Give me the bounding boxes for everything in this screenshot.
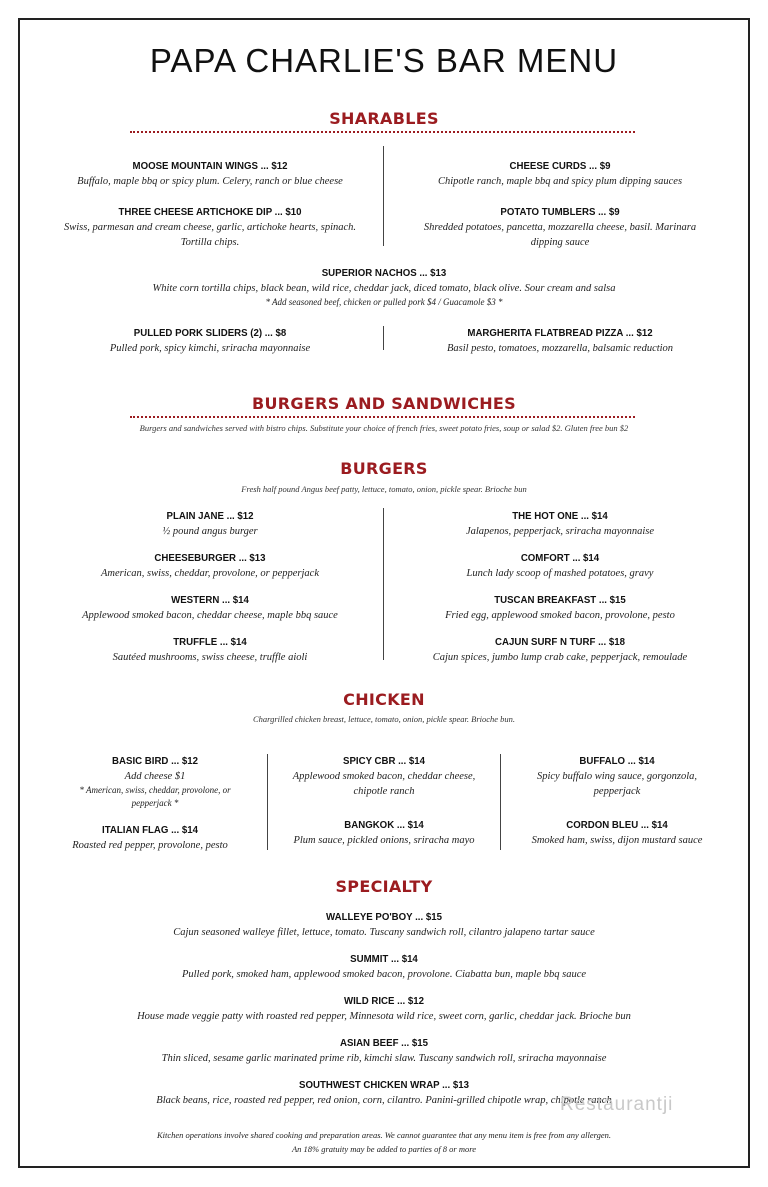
item-description: Cajun spices, jumbo lump crab cake, pepperjack, remoulade bbox=[432, 652, 688, 663]
section-note: Burgers and sandwiches served with bistro chips. Substitute your choice of french fries, sweet potato fries, soup or salad $2. Gluten free bun $2 bbox=[139, 423, 629, 433]
item-description: Spicy buffalo wing sauce, gorgonzola, pepperjack bbox=[536, 771, 698, 797]
menu-item bbox=[50, 593, 370, 623]
item-name: THREE CHEESE ARTICHOKE DIP ... $10 bbox=[118, 206, 302, 218]
item-name: ASIAN BEEF ... $15 bbox=[339, 1037, 429, 1049]
item-description: Roasted red pepper, provolone, pesto bbox=[72, 840, 228, 851]
dotted-divider bbox=[130, 131, 635, 133]
item-addon-note: * American, swiss, cheddar, provolone, or pepperjack * bbox=[79, 785, 231, 808]
item-description: House made veggie patty with roasted red pepper, Minnesota wild rice, sweet corn, garlic, cheddar jack. Brioche bun bbox=[137, 1011, 631, 1022]
menu-item bbox=[400, 509, 720, 539]
menu-item bbox=[50, 509, 370, 539]
column-divider bbox=[500, 754, 501, 850]
menu-item bbox=[50, 635, 370, 665]
item-description: American, swiss, cheddar, provolone, or pepperjack bbox=[100, 568, 320, 579]
menu-item bbox=[55, 754, 255, 810]
menu-title: PAPA CHARLIE'S BAR MENU bbox=[149, 42, 619, 79]
menu-item bbox=[45, 823, 255, 853]
item-name: SUPERIOR NACHOS ... $13 bbox=[321, 267, 447, 279]
item-name: MOOSE MOUNTAIN WINGS ... $12 bbox=[132, 160, 288, 172]
item-name: SUMMIT ... $14 bbox=[350, 953, 418, 965]
watermark-logo: Restaurantji bbox=[560, 1094, 674, 1115]
gratuity-note: An 18% gratuity may be added to parties of 8 or more bbox=[291, 1144, 477, 1154]
item-name: WALLEYE PO'BOY ... $15 bbox=[326, 911, 442, 923]
item-description: Cajun seasoned walleye fillet, lettuce, tomato. Tuscany sandwich roll, cilantro jalapeno tartar sauce bbox=[173, 927, 595, 938]
column-divider bbox=[383, 146, 384, 246]
menu-item bbox=[512, 818, 722, 848]
section-heading-chicken: CHICKEN bbox=[343, 690, 425, 709]
item-description: Thin sliced, sesame garlic marinated prime rib, kimchi slaw. Tuscany sandwich roll, sriracha mayonnaise bbox=[161, 1053, 607, 1064]
item-name: TUSCAN BREAKFAST ... $15 bbox=[494, 594, 626, 606]
item-name: BUFFALO ... $14 bbox=[579, 755, 655, 767]
item-name: ITALIAN FLAG ... $14 bbox=[102, 824, 198, 836]
section-heading-burgers-and-sandwiches: BURGERS AND SANDWICHES bbox=[252, 394, 516, 413]
menu-item bbox=[400, 159, 720, 189]
item-description: Black beans, rice, roasted red pepper, red onion, corn, cilantro. Panini-grilled chipotle wrap, chipotle ranch bbox=[156, 1095, 612, 1106]
menu-item bbox=[400, 551, 720, 581]
item-name: PLAIN JANE ... $12 bbox=[166, 510, 254, 522]
item-description: White corn tortilla chips, black bean, wild rice, cheddar jack, diced tomato, black olive. Sour cream and salsa bbox=[152, 283, 616, 294]
menu-item bbox=[64, 994, 704, 1024]
item-name: CAJUN SURF N TURF ... $18 bbox=[495, 636, 625, 648]
menu-item bbox=[278, 754, 490, 799]
menu-item bbox=[84, 1036, 684, 1066]
item-description: Buffalo, maple bbq or spicy plum. Celery, ranch or blue cheese bbox=[77, 176, 343, 187]
column-divider bbox=[267, 754, 268, 850]
item-description: Add cheese $1 bbox=[124, 771, 186, 782]
item-name: SOUTHWEST CHICKEN WRAP ... $13 bbox=[299, 1079, 469, 1091]
menu-item bbox=[50, 159, 370, 189]
column-divider bbox=[383, 508, 384, 660]
section-note: Chargrilled chicken breast, lettuce, tomato, onion, pickle spear. Brioche bun. bbox=[252, 714, 516, 724]
dotted-divider bbox=[130, 416, 635, 418]
menu-item bbox=[84, 952, 684, 982]
item-name: THE HOT ONE ... $14 bbox=[512, 510, 608, 522]
menu-item bbox=[400, 593, 720, 623]
item-description: Pulled pork, spicy kimchi, sriracha mayonnaise bbox=[109, 343, 311, 354]
item-description: Pulled pork, smoked ham, applewood smoked bacon, provolone. Ciabatta bun, maple bbq sauce bbox=[181, 969, 587, 980]
menu-item bbox=[400, 326, 720, 356]
item-description: Jalapenos, pepperjack, sriracha mayonnaise bbox=[465, 526, 655, 537]
item-description: Swiss, parmesan and cream cheese, garlic, artichoke hearts, spinach. Tortilla chips. bbox=[63, 222, 357, 248]
item-description: ½ pound angus burger bbox=[162, 526, 258, 537]
section-heading-specialty: SPECIALTY bbox=[335, 877, 433, 896]
menu-item bbox=[84, 266, 684, 309]
item-description: Fried egg, applewood smoked bacon, provolone, pesto bbox=[445, 610, 675, 621]
item-description: Sautéed mushrooms, swiss cheese, truffle aioli bbox=[112, 652, 308, 663]
item-name: COMFORT ... $14 bbox=[520, 552, 600, 564]
item-name: POTATO TUMBLERS ... $9 bbox=[500, 206, 620, 218]
menu-item bbox=[400, 635, 720, 665]
menu-item bbox=[278, 818, 490, 848]
menu-item bbox=[50, 551, 370, 581]
item-name: SPICY CBR ... $14 bbox=[343, 755, 425, 767]
item-name: BASIC BIRD ... $12 bbox=[112, 755, 198, 767]
menu-item bbox=[512, 754, 722, 799]
item-description: Applewood smoked bacon, cheddar cheese, maple bbq sauce bbox=[82, 610, 338, 621]
item-name: WESTERN ... $14 bbox=[171, 594, 249, 606]
item-name: BANGKOK ... $14 bbox=[344, 819, 424, 831]
item-description: Lunch lady scoop of mashed potatoes, gravy bbox=[466, 568, 654, 579]
item-name: TRUFFLE ... $14 bbox=[173, 636, 247, 648]
item-name: CHEESEBURGER ... $13 bbox=[154, 552, 266, 564]
menu-item bbox=[84, 910, 684, 940]
allergen-disclaimer: Kitchen operations involve shared cooking and preparation areas. We cannot guarantee that any menu item is free from any allergen. bbox=[156, 1130, 612, 1140]
section-heading-sharables: SHARABLES bbox=[329, 109, 439, 128]
item-name: CHEESE CURDS ... $9 bbox=[509, 160, 611, 172]
item-description: Chipotle ranch, maple bbq and spicy plum dipping sauces bbox=[437, 176, 683, 187]
column-divider bbox=[383, 326, 384, 350]
item-name: CORDON BLEU ... $14 bbox=[566, 819, 668, 831]
item-addon-note: * Add seasoned beef, chicken or pulled pork $4 / Guacamole $3 * bbox=[265, 297, 503, 307]
section-note: Fresh half pound Angus beef patty, lettuce, tomato, onion, pickle spear. Brioche bun bbox=[241, 484, 527, 494]
item-name: MARGHERITA FLATBREAD PIZZA ... $12 bbox=[467, 327, 653, 339]
section-heading-burgers: BURGERS bbox=[340, 459, 428, 478]
item-description: Basil pesto, tomatoes, mozzarella, balsamic reduction bbox=[446, 343, 674, 354]
menu-item bbox=[400, 205, 720, 250]
item-description: Plum sauce, pickled onions, sriracha mayo bbox=[293, 835, 475, 846]
item-name: WILD RICE ... $12 bbox=[344, 995, 424, 1007]
item-name: PULLED PORK SLIDERS (2) ... $8 bbox=[133, 327, 287, 339]
item-description: Shredded potatoes, pancetta, mozzarella cheese, basil. Marinara dipping sauce bbox=[423, 222, 697, 248]
item-description: Applewood smoked bacon, cheddar cheese, chipotle ranch bbox=[292, 771, 476, 797]
menu-item bbox=[50, 205, 370, 250]
item-description: Smoked ham, swiss, dijon mustard sauce bbox=[531, 835, 703, 846]
menu-item bbox=[50, 326, 370, 356]
